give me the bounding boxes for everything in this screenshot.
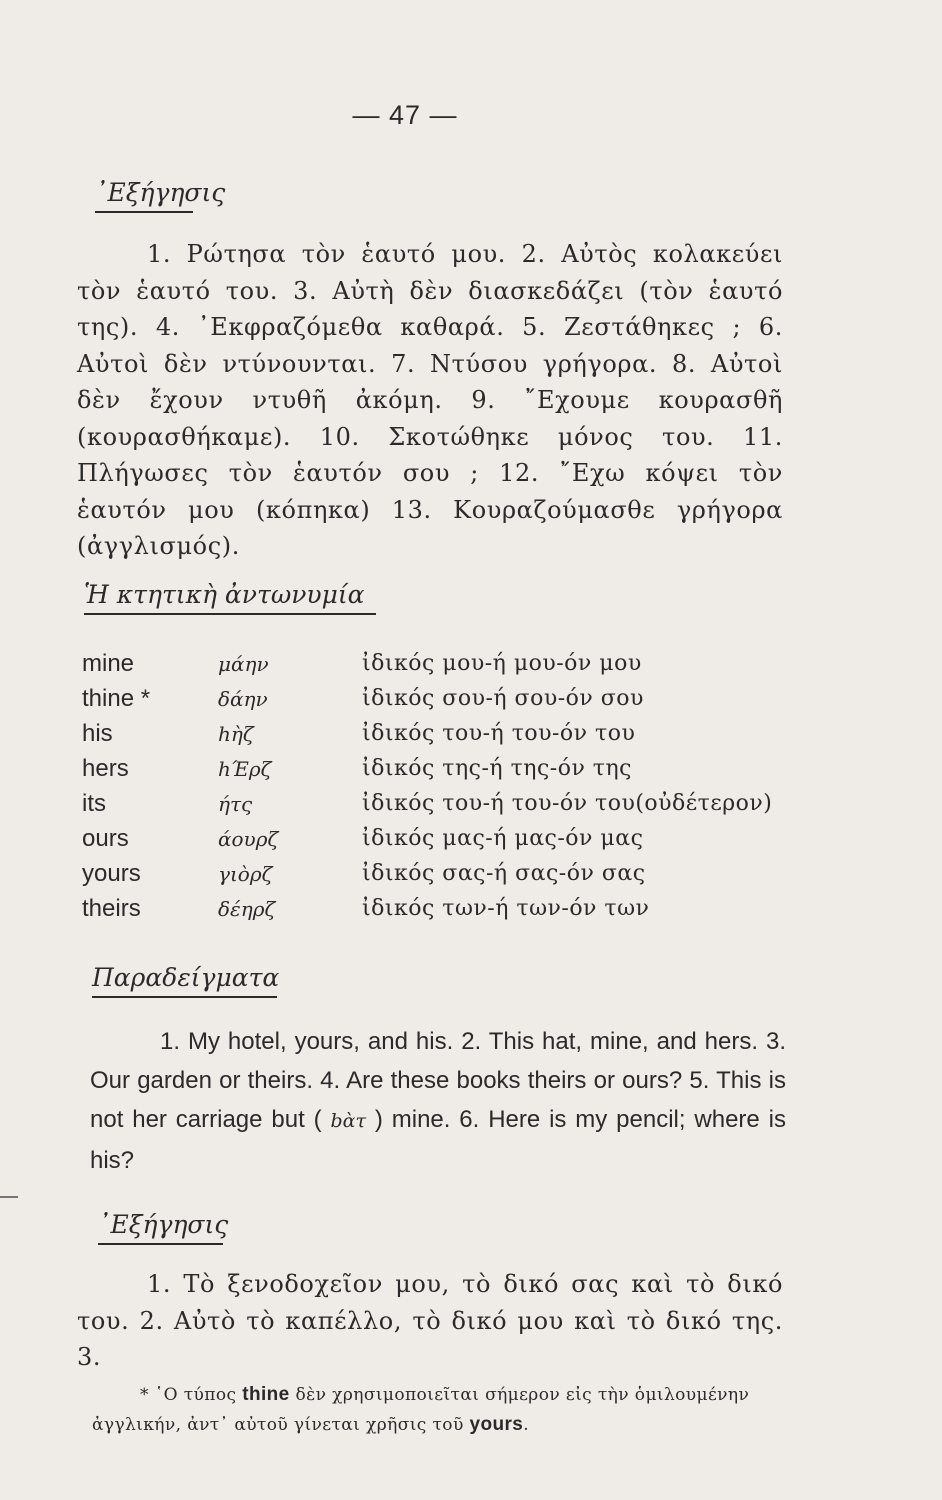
greek-translation: ἰδικός σου-ή σου-όν σου [362,686,644,711]
section-heading-explanation: ᾿Εξήγησις [95,178,193,213]
english-pronoun: his [82,720,113,747]
explanation-paragraph [77,236,783,565]
margin-mark [0,1196,18,1198]
footnote-text-middle: δὲν χρησιμοποιεῖται σήμερον εἰς τὴν ὁμιλουμένην ἀγγλικήν, ἀντ᾿ αὐτοῦ γίνεται χρῆσις τοῦ [92,1385,750,1435]
footnote-text-start: * ῾Ο τύπος [140,1385,237,1405]
footnote-text-end: . [523,1415,530,1435]
pronunciation: δέηρζ [218,897,276,921]
greek-translation: ἰδικός σας-ή σας-όν σας [362,861,646,886]
pronunciation: hὴζ [218,722,254,746]
page-number: — 47 — [352,100,458,130]
pronunciation: μάην [218,652,269,676]
section-heading-possessive-pronoun: Ἡ κτητικὴ ἀντωνυμία [84,580,376,615]
pronunciation: γιὸρζ [218,862,273,886]
table-row [82,683,802,718]
examples-paragraph [90,1022,786,1180]
greek-translation: ἰδικός του-ή του-όν του(οὐδέτερον) [362,791,773,816]
pronunciation: άουρζ [218,827,279,851]
table-row [82,788,802,823]
greek-translation: ἰδικός των-ή των-όν των [362,896,650,921]
english-pronoun: theirs [82,895,141,922]
section-heading-explanation-2: ᾿Εξήγησις [98,1210,223,1245]
explanation-text: 1. Ρώτησα τὸν ἑαυτό μου. 2. Αὐτὸς κολακεύει τὸν ἑαυτό του. 3. Αὐτὴ δὲν διασκεδάζει (τὸν ἑαυτό της). 4. ᾿Εκφραζόμεθα καθαρά. 5. Ζεστάθηκες ; 6. Αὐτοὶ δὲν ντύνουνται. 7. Ντύσου γρήγορα. 8. Αὐτοὶ δὲν ἔχουν ντυθῆ ἀκόμη. 9. ῎Εχουμε κουρασθῆ (κουρασθήκαμε). 10. Σκοτώθηκε μόνος του. 11. Πλήγωσες τὸν ἑαυτόν σου ; 12. ῎Εχω κόψει τὸν ἑαυτόν μου (κόπηκα) 13. Κουραζούμασθε γρήγορα (ἀγγλισμός). [77,240,783,560]
footnote-term-yours: yours [469,1414,524,1435]
explanation-paragraph-2 [77,1266,783,1376]
table-row [82,893,802,928]
pronunciation: δάην [218,687,268,711]
footnote-term-thine: thine [242,1384,290,1405]
table-row [82,648,802,683]
explanation-text-2: 1. Τὸ ξενοδοχεῖον μου, τὸ δικό σας καὶ τὸ δικό του. 2. Αὐτὸ τὸ καπέλλο, τὸ δικό μου καὶ τὸ δικό της. 3. [77,1270,783,1371]
table-row [82,753,802,788]
english-pronoun: yours [82,860,141,887]
table-row [82,823,802,858]
table-row [82,718,802,753]
english-pronoun: ours [82,825,129,852]
english-pronoun: thine * [82,685,151,712]
table-row [82,858,802,893]
pronoun-table [82,648,802,928]
greek-translation: ἰδικός μου-ή μου-όν μου [362,651,642,676]
english-pronoun: hers [82,755,129,782]
section-heading-examples: Παραδείγματα [92,963,277,998]
english-pronoun: its [82,790,106,817]
greek-translation: ἰδικός μας-ή μας-όν μας [362,826,644,851]
footnote [92,1380,792,1440]
examples-pronunciation: bὰτ [330,1110,366,1132]
pronunciation: ήτς [218,792,253,816]
examples-text-end: ) mine. 6. Here is my pencil; where is his? [90,1106,786,1174]
greek-translation: ἰδικός του-ή του-όν του [362,721,636,746]
english-pronoun: mine [82,650,135,677]
pronunciation: hΈρζ [218,757,272,781]
examples-text-start: 1. My hotel, yours, and his. 2. This hat, mine, and hers. 3. Our garden or theirs. 4. Are these books theirs or ours? 5. This is not her carriage but ( [90,1028,786,1133]
greek-translation: ἰδικός της-ή της-όν της [362,756,632,781]
